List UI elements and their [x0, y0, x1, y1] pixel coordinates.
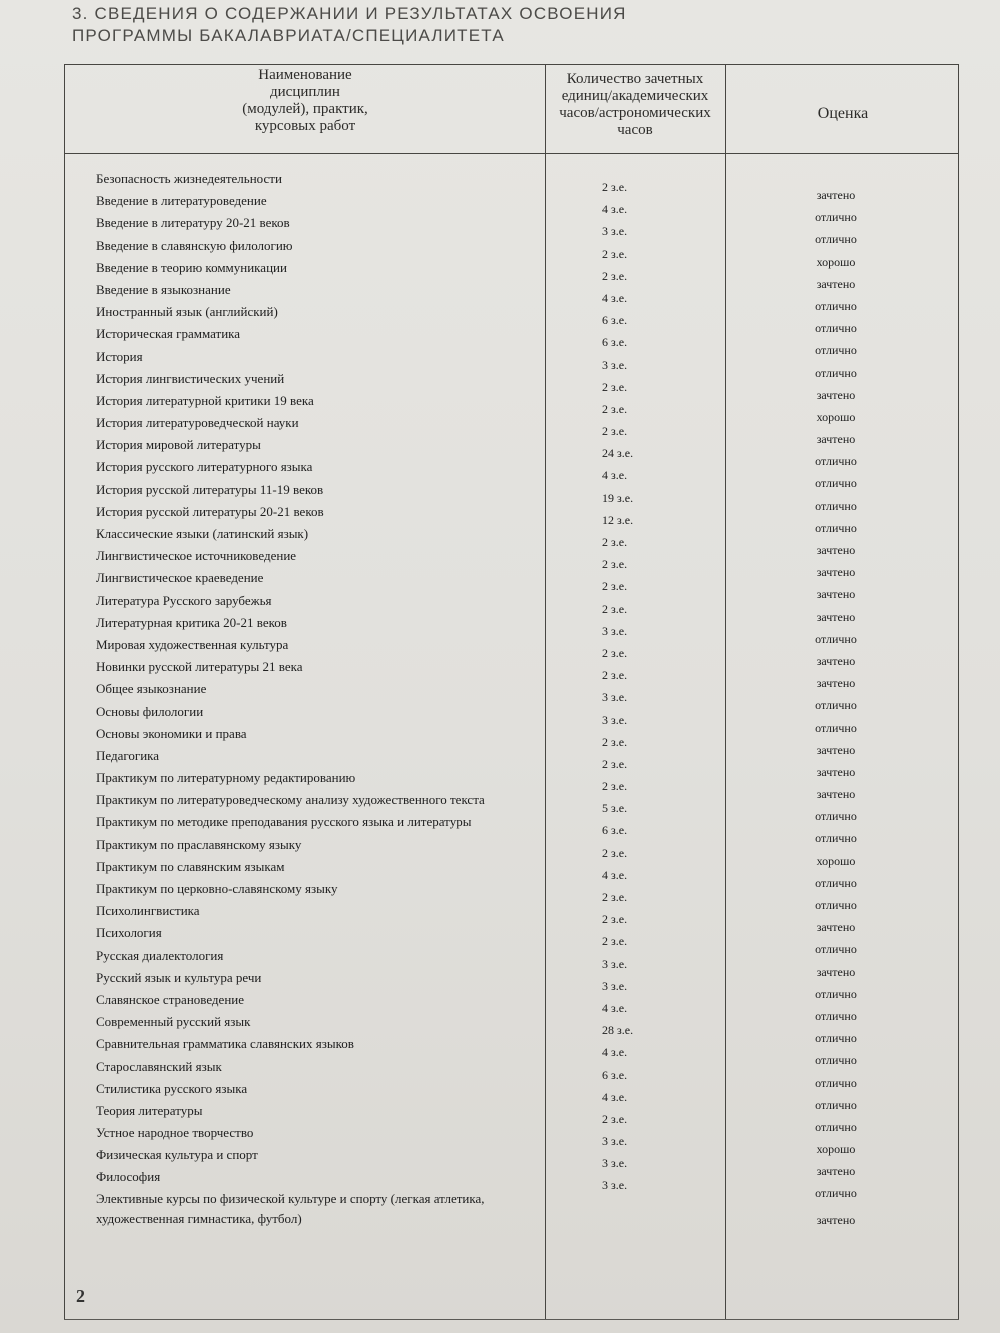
grade: хорошо: [816, 1142, 856, 1157]
discipline-name: Элективные курсы по физической культуре и спорту (легкая атлетика, художественная гимнастика, футбол): [96, 1190, 485, 1226]
credit-units: 3 з.е.: [602, 712, 628, 727]
credit-units: 2 з.е.: [602, 934, 628, 949]
credit-units: 2 з.е.: [602, 180, 628, 194]
grade: отлично: [815, 831, 857, 846]
grade: хорошо: [816, 409, 856, 424]
credit-units: 6 з.е.: [602, 823, 628, 838]
credit-units: 19 з.е.: [602, 490, 634, 505]
discipline-name: Стилистика русского языка: [96, 1080, 248, 1096]
grade: зачтено: [816, 1212, 856, 1227]
grade: зачтено: [816, 387, 856, 402]
grade: отлично: [815, 875, 857, 890]
credit-units: 12 з.е.: [602, 512, 634, 527]
discipline-name: Практикум по праславянскому языку: [96, 836, 302, 852]
credit-units: 6 з.е.: [602, 313, 628, 328]
grade: зачтено: [816, 432, 856, 447]
discipline-name: История русской литературы 20-21 веков: [96, 503, 324, 519]
discipline-name: История литературоведческой науки: [96, 415, 299, 431]
credit-units: 2 з.е.: [602, 734, 628, 749]
table-header-divider: [65, 153, 958, 154]
credit-units: 3 з.е.: [602, 690, 628, 705]
grade: зачтено: [816, 787, 856, 802]
credit-units: 3 з.е.: [602, 357, 628, 372]
grade: зачтено: [816, 764, 856, 779]
discipline-name: Основы филологии: [96, 703, 204, 719]
credit-units: 4 з.е.: [602, 1000, 628, 1015]
discipline-name: История мировой литературы: [96, 437, 261, 453]
credit-units: 2 з.е.: [602, 424, 628, 439]
discipline-name: Физическая культура и спорт: [96, 1147, 258, 1163]
credit-units: 2 з.е.: [602, 579, 628, 594]
header-units-line: Количество зачетных: [566, 71, 704, 87]
grade: отлично: [815, 365, 857, 380]
header-units-line: часов: [617, 122, 653, 138]
grade: отлично: [815, 298, 857, 313]
section-title-line-1: 3. СВЕДЕНИЯ О СОДЕРЖАНИИ И РЕЗУЛЬТАТАХ ОСВОЕНИЯ: [72, 4, 627, 23]
credit-units: 2 з.е.: [602, 1111, 628, 1126]
grade: зачтено: [816, 676, 856, 691]
discipline-name: История русского литературного языка: [96, 459, 313, 475]
discipline-name: Введение в славянскую филологию: [96, 237, 293, 253]
header-name-line: (модулей), практик,: [242, 101, 368, 117]
discipline-name: Практикум по церковно-славянскому языку: [96, 881, 338, 896]
grade: отлично: [815, 698, 857, 713]
discipline-name: Славянское страноведение: [96, 991, 245, 1007]
grade: отлично: [815, 476, 857, 491]
section-title-line-2: ПРОГРАММЫ БАКАЛАВРИАТА/СПЕЦИАЛИТЕТА: [72, 26, 505, 45]
discipline-name: Классические языки (латинский язык): [96, 526, 309, 541]
credit-units: 4 з.е.: [602, 468, 628, 483]
credit-units: 2 з.е.: [602, 645, 628, 660]
discipline-name: Историческая грамматика: [96, 326, 241, 342]
credit-units: 2 з.е.: [602, 401, 628, 416]
grade: зачтено: [816, 276, 856, 291]
credit-units: 3 з.е.: [602, 956, 628, 971]
grade: отлично: [815, 898, 857, 912]
grade: зачтено: [816, 653, 856, 668]
credit-units: 24 з.е.: [602, 446, 634, 461]
header-name-line: Наименование: [258, 67, 352, 83]
discipline-name: Практикум по литературному редактированию: [96, 770, 356, 786]
grade: зачтено: [816, 964, 856, 979]
page-number: 2: [76, 1286, 85, 1306]
grade: отлично: [815, 1031, 857, 1046]
credit-units: 2 з.е.: [602, 268, 628, 283]
grade: зачтено: [816, 587, 856, 602]
credit-units: 2 з.е.: [602, 912, 628, 927]
grade: отлично: [815, 321, 857, 336]
discipline-name: Мировая художественная культура: [96, 636, 289, 652]
table-body: [64, 168, 959, 1233]
credit-units: 6 з.е.: [602, 1067, 628, 1082]
discipline-name: Иностранный язык (английский): [96, 304, 278, 320]
discipline-name: Практикум по литературоведческому анализу художественного текста: [96, 792, 485, 808]
grade: отлично: [815, 454, 857, 469]
credit-units: 3 з.е.: [602, 224, 628, 239]
grade: отлично: [815, 1008, 857, 1023]
header-discipline-name: [65, 67, 545, 135]
discipline-name: Практикум по методике преподавания русского языка и литературы: [96, 814, 472, 830]
credit-units: 2 з.е.: [602, 246, 628, 261]
discipline-name: Введение в теорию коммуникации: [96, 259, 287, 275]
table-bottom-rule: [64, 1319, 959, 1320]
discipline-name: Педагогика: [96, 747, 160, 763]
grade: хорошо: [816, 254, 856, 269]
grade: зачтено: [816, 609, 856, 624]
section-title: [72, 3, 692, 47]
grade: отлично: [815, 1097, 857, 1112]
header-credit-units: [546, 71, 724, 139]
header-grade: Оценка: [817, 105, 869, 122]
credit-units: 2 з.е.: [602, 668, 628, 683]
grade: отлично: [815, 986, 857, 1001]
discipline-name: Общее языкознание: [96, 681, 207, 697]
credit-units: 4 з.е.: [602, 867, 628, 882]
grade: отлично: [815, 809, 857, 824]
credit-units: 28 з.е.: [602, 1023, 634, 1038]
discipline-name: Литература Русского зарубежья: [96, 592, 272, 608]
discipline-name: История литературной критики 19 века: [96, 392, 314, 408]
grade: отлично: [815, 1186, 857, 1201]
grade: отлично: [815, 631, 857, 646]
credit-units: 2 з.е.: [602, 379, 628, 394]
grade: хорошо: [816, 853, 856, 868]
header-units-line: часов/астрономических: [559, 105, 711, 121]
credit-units: 4 з.е.: [602, 1089, 628, 1104]
header-name-line: дисциплин: [270, 84, 340, 100]
grade: отлично: [815, 498, 857, 513]
discipline-name: Русский язык и культура речи: [96, 969, 262, 985]
grade: отлично: [815, 520, 857, 535]
grade: зачтено: [816, 920, 856, 935]
credit-units: 2 з.е.: [602, 557, 628, 572]
discipline-name: Психология: [96, 925, 162, 941]
table-row: [64, 1166, 959, 1201]
credit-units: 2 з.е.: [602, 756, 628, 771]
grade: зачтено: [816, 1164, 856, 1179]
discipline-name: Новинки русской литературы 21 века: [96, 659, 303, 675]
grade: отлично: [815, 343, 857, 358]
discipline-name: История: [96, 348, 143, 364]
header-units-line: единиц/академических: [561, 88, 709, 104]
discipline-name: Основы экономики и права: [96, 725, 247, 741]
grade: зачтено: [816, 543, 856, 557]
credit-units: 4 з.е.: [602, 202, 628, 217]
credit-units: 5 з.е.: [602, 801, 628, 816]
credit-units: 3 з.е.: [602, 1134, 628, 1149]
credit-units: 3 з.е.: [602, 978, 628, 993]
discipline-name: История лингвистических учений: [96, 370, 285, 386]
discipline-name: Психолингвистика: [96, 903, 200, 919]
discipline-name: Лингвистическое источниковедение: [96, 548, 297, 564]
discipline-name: Литературная критика 20-21 веков: [96, 614, 287, 630]
header-name-line: курсовых работ: [254, 118, 356, 134]
discipline-name: История русской литературы 11-19 веков: [96, 481, 324, 497]
grade: отлично: [815, 720, 857, 735]
credit-units: 3 з.е.: [602, 623, 628, 638]
discipline-name: Современный русский язык: [96, 1014, 251, 1030]
grade: отлично: [815, 942, 857, 957]
discipline-name: Русская диалектология: [96, 947, 224, 963]
discipline-name: Устное народное творчество: [96, 1125, 254, 1141]
discipline-name: Безопасность жизнедеятельности: [96, 171, 282, 186]
discipline-name: Философия: [96, 1169, 161, 1185]
grade: отлично: [815, 1053, 857, 1068]
discipline-name: Сравнительная грамматика славянских языков: [96, 1036, 354, 1052]
credit-units: 2 з.е.: [602, 845, 628, 860]
discipline-name: Введение в литературоведение: [96, 193, 267, 209]
grade: отлично: [815, 1075, 857, 1090]
credit-units: 2 з.е.: [602, 535, 628, 549]
credit-units: 2 з.е.: [602, 779, 628, 794]
grade: зачтено: [816, 565, 856, 580]
credit-units: 2 з.е.: [602, 890, 628, 904]
credit-units: 4 з.е.: [602, 1045, 628, 1060]
grade: отлично: [815, 232, 857, 247]
discipline-name: Введение в литературу 20-21 веков: [96, 215, 290, 231]
table-row: [64, 1189, 959, 1233]
credit-units: 3 з.е.: [602, 1178, 628, 1193]
discipline-name: Старославянский язык: [96, 1058, 222, 1074]
discipline-name: Лингвистическое краеведение: [96, 570, 264, 586]
credit-units: 6 з.е.: [602, 335, 628, 350]
grade: отлично: [815, 210, 857, 225]
credit-units: 4 з.е.: [602, 290, 628, 305]
credit-units: 3 з.е.: [602, 1156, 628, 1171]
grade: зачтено: [816, 742, 856, 757]
discipline-name: Практикум по славянским языкам: [96, 858, 285, 874]
grade: зачтено: [816, 188, 856, 202]
credit-units: 2 з.е.: [602, 601, 628, 616]
grade: отлично: [815, 1119, 857, 1134]
discipline-name: Теория литературы: [96, 1102, 203, 1118]
discipline-name: Введение в языкознание: [96, 281, 231, 297]
